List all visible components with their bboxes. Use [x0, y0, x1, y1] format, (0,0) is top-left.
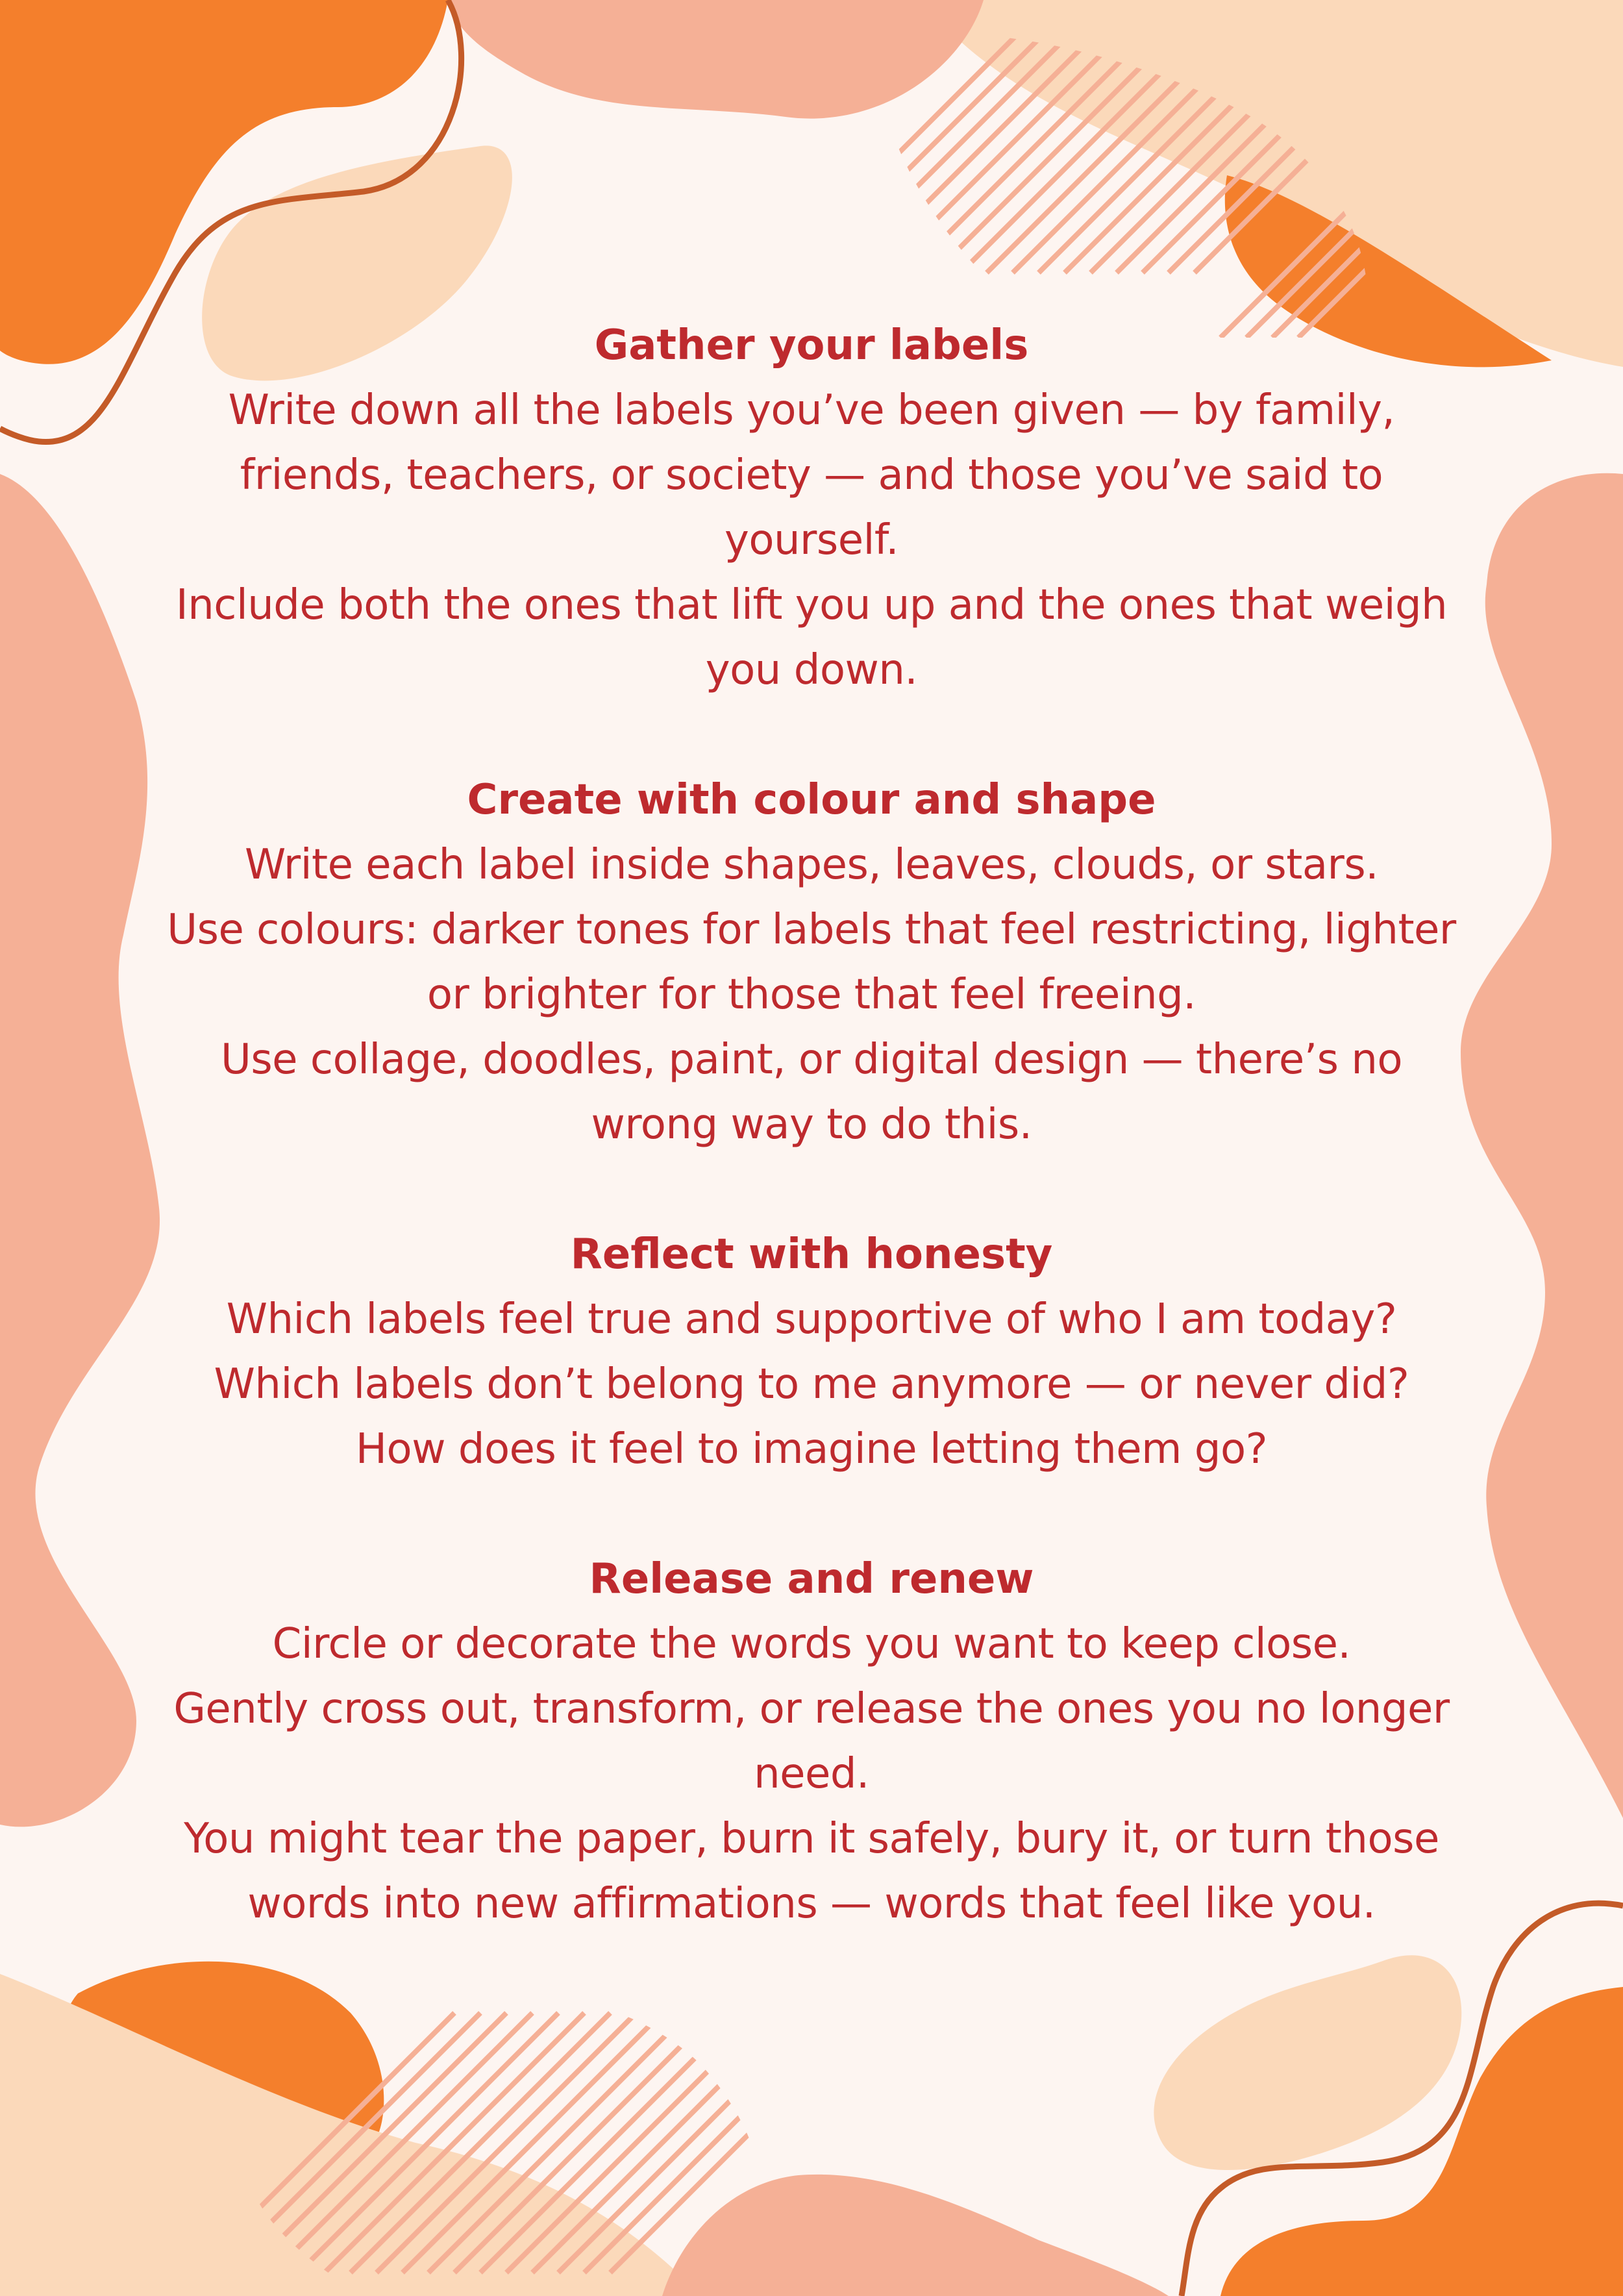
body-line: Which labels feel true and supportive of who I am today?	[226, 1295, 1397, 1343]
body-line: you down.	[705, 646, 918, 694]
section-create-colour-shape	[110, 767, 1513, 1157]
body-line: wrong way to do this.	[591, 1101, 1032, 1149]
body-line: Write each label inside shapes, leaves, clouds, or stars.	[244, 841, 1379, 889]
top-center-salmon-blob	[448, 0, 984, 119]
body-line: Use colours: darker tones for labels that feel restricting, lighter	[167, 906, 1456, 954]
body-line: or brighter for those that feel freeing.	[427, 971, 1196, 1019]
bottom-center-salmon-blob	[662, 2175, 1169, 2296]
body-line: Use collage, doodles, paint, or digital design — there’s no	[220, 1036, 1403, 1084]
body-line: words into new affirmations — words that feel like you.	[247, 1880, 1376, 1928]
body-line: Include both the ones that lift you up and the ones that weigh	[175, 581, 1448, 629]
body-line: friends, teachers, or society — and those you’ve said to	[240, 451, 1383, 499]
section-reflect-honesty	[110, 1222, 1513, 1482]
section-heading: Reflect with honesty	[570, 1230, 1053, 1279]
body-line: Circle or decorate the words you want to keep close.	[272, 1620, 1351, 1668]
body-line: yourself.	[724, 516, 899, 564]
section-heading: Release and renew	[589, 1555, 1034, 1603]
body-line: Write down all the labels you’ve been given — by family,	[228, 386, 1395, 434]
instructions-content	[110, 313, 1513, 2001]
body-line: need.	[754, 1750, 869, 1798]
body-line: How does it feel to imagine letting them go?	[355, 1425, 1268, 1473]
body-line: Gently cross out, transform, or release the ones you no longer	[173, 1685, 1450, 1733]
section-release-renew	[110, 1547, 1513, 1936]
body-line: Which labels don’t belong to me anymore — or never did?	[214, 1360, 1409, 1408]
section-heading: Gather your labels	[594, 321, 1029, 369]
section-gather-labels	[110, 313, 1513, 703]
section-heading: Create with colour and shape	[467, 776, 1156, 824]
body-line: You might tear the paper, burn it safely, bury it, or turn those	[184, 1815, 1439, 1863]
